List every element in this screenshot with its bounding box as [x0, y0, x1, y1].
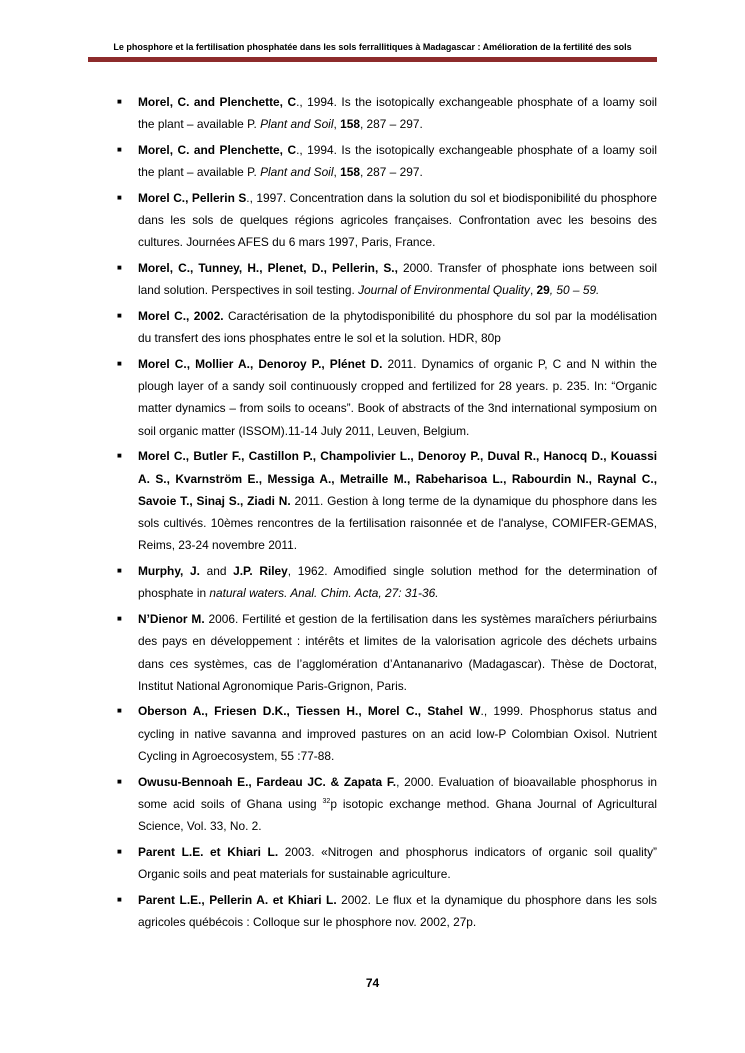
reference-text: , 287 – 297.: [359, 117, 423, 132]
reference-authors: Morel C., Butler F., Castillon P., Champolivier L., Denoroy P., Duval R., Hanocq D., Kouassi A. S., Kvarnström E., Messiga A., Metraille M., Rabeharisoa L., Rabourdin N., Raynal C., Savoie T., Sinaj S., Ziadi N.: [138, 449, 657, 508]
reference-authors: Morel, C. and Plenchette, C: [138, 142, 297, 157]
reference-superscript: 32: [322, 797, 331, 805]
reference-item: [116, 91, 657, 136]
reference-authors: Morel, C., Tunney, H., Plenet, D., Pellerin, S.,: [138, 260, 398, 275]
reference-item: [116, 187, 657, 254]
reference-item: [116, 560, 657, 605]
bullet-icon: ■: [117, 894, 122, 904]
bullet-icon: ■: [117, 97, 122, 106]
bullet-icon: ■: [117, 262, 122, 272]
reference-text: ., 1997. Concentration dans la solution du sol et biodisponibilité du phosphore dans les sols de quelques régions agricoles françaises. Confrontation avec les besoins des cultures. Journées AFES du 6 mars 1997, Paris, France.: [138, 190, 657, 250]
reference-authors: Parent L.E., Pellerin A. et Khiari L.: [138, 892, 337, 907]
reference-text: ., 1999. Phosphorus status and cycling in native savanna and improved pastures on an acid low-P Colombian Oxisol. Nutrient Cycling in Agroecosystem, 55 :77-88.: [138, 704, 657, 763]
reference-item: [116, 257, 657, 302]
reference-authors: Morel C., 2002.: [138, 308, 224, 323]
reference-authors: N’Dienor M.: [138, 611, 205, 626]
reference-item: [116, 700, 657, 767]
reference-item: [116, 445, 657, 556]
reference-text: ., 1994. Is the isotopically exchangeable phosphate of a loamy soil the plant – available P.: [138, 95, 657, 132]
reference-authors: 29: [536, 283, 550, 298]
reference-text: , 287 – 297.: [359, 165, 423, 180]
header-divider: [88, 57, 657, 62]
reference-authors: Parent L.E. et Khiari L.: [138, 844, 279, 859]
reference-authors: 158: [340, 165, 360, 180]
reference-text: 2011. Dynamics of organic P, C and N within the plough layer of a sandy soil continuously cropped and fertilized for 28 years. p. 235. In: “Organic matter dynamics – from soils to oceans”. Book of abstracts of the 3nd international symposium on soil organic matter (ISSOM).11-14 July 2011, Leuven, Belgium.: [138, 356, 657, 438]
reference-text: 2006. Fertilité et gestion de la fertilisation dans les systèmes maraîchers périurbains des pays en développement : intérêts et limites de la valorisation agricole des déchets urbains dans ces systèmes, cas de l’agglomération d’Antananarivo (Madagascar). Thèse de Doctorat, Institut National Agronomique Paris-Grignon, Paris.: [138, 611, 658, 693]
reference-item: [116, 841, 657, 886]
reference-text: Caractérisation de la phytodisponibilité du phosphore du sol par la modélisation du transfert des ions phosphates entre le sol et la solution. HDR, 80p: [138, 308, 657, 346]
reference-source: Plant and Soil: [260, 165, 334, 180]
reference-text: 2000. Transfer of phosphate ions between soil land solution. Perspectives in soil testing.: [138, 260, 658, 298]
reference-source: Plant and Soil: [260, 117, 334, 132]
bullet-icon: ■: [117, 846, 122, 856]
reference-source: , 50 – 59.: [549, 283, 600, 298]
reference-authors: J.P. Riley: [233, 564, 288, 579]
bullet-icon: ■: [117, 706, 122, 716]
reference-authors: 158: [340, 117, 360, 132]
reference-item: [116, 889, 657, 934]
reference-text: ,: [333, 165, 341, 180]
reference-authors: Murphy, J.: [138, 564, 200, 579]
reference-text: ,: [529, 283, 537, 298]
reference-text: 2003. «Nitrogen and phosphorus indicators of organic soil quality” Organic soils and peat materials for sustainable agriculture.: [138, 844, 657, 882]
reference-item: [116, 771, 657, 838]
page-number: 74: [365, 976, 380, 990]
bullet-icon: ■: [117, 192, 122, 202]
reference-authors: Owusu-Bennoah E., Fardeau JC. & Zapata F.: [138, 774, 397, 789]
running-header: Le phosphore et la fertilisation phosphatée dans les sols ferrallitiques à Madagascar : Amélioration de la fertilité des sols: [113, 42, 632, 52]
reference-item: [116, 139, 657, 184]
reference-text: and: [199, 564, 234, 579]
reference-text: 2011. Gestion à long terme de la dynamique du phosphore dans les sols cultivés. 10èmes rencontres de la fertilisation raisonnée et de l'analyse, COMIFER-GEMAS, Reims, 23-24 novembre 2011.: [138, 493, 658, 553]
reference-item: [116, 608, 657, 697]
bullet-icon: ■: [117, 451, 122, 461]
reference-text: ., 1994. Is the isotopically exchangeable phosphate of a loamy soil the plant – available P.: [138, 142, 657, 180]
reference-authors: Morel C., Pellerin S: [138, 190, 247, 205]
reference-item: [116, 353, 657, 442]
reference-item: [116, 305, 657, 350]
reference-text: , 1962. Amodified single solution method for the determination of phosphate in: [138, 564, 658, 601]
bullet-icon: ■: [117, 613, 122, 623]
bullet-icon: ■: [117, 144, 122, 154]
reference-authors: Morel C., Mollier A., Denoroy P., Plénet D.: [138, 356, 383, 371]
reference-list: [116, 91, 657, 937]
reference-source: natural waters. Anal. Chim. Acta, 27: 31-36.: [209, 586, 439, 601]
reference-text: 2002. Le flux et la dynamique du phosphore dans les sols agricoles québécois : Colloque sur le phosphore nov. 2002, 27p.: [138, 892, 657, 929]
reference-source: Journal of Environmental Quality: [358, 283, 530, 298]
reference-text: ,: [333, 117, 341, 132]
reference-authors: Oberson A., Friesen D.K., Tiessen H., Morel C., Stahel W: [138, 704, 481, 719]
reference-text: p isotopic exchange method. Ghana Journal of Agricultural Science, Vol. 33, No. 2.: [138, 796, 657, 834]
bullet-icon: ■: [117, 310, 122, 320]
reference-text: , 2000. Evaluation of bioavailable phosphorus in some acid soils of Ghana using: [138, 774, 657, 811]
bullet-icon: ■: [117, 776, 122, 786]
bullet-icon: ■: [117, 358, 122, 368]
reference-authors: Morel, C. and Plenchette, C: [138, 95, 297, 109]
bullet-icon: ■: [117, 566, 122, 576]
